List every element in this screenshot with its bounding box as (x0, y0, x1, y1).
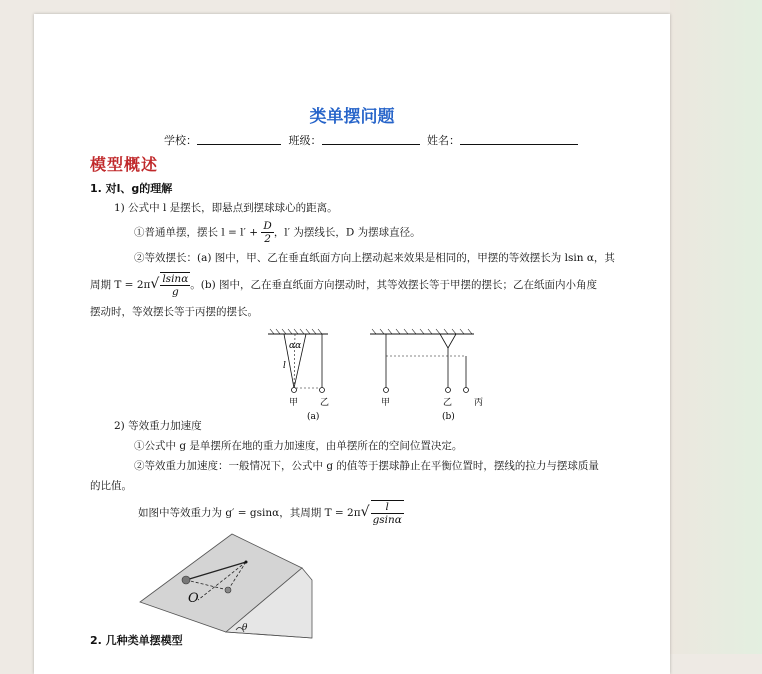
name-label: 姓名： (427, 134, 460, 147)
heading-2: 2. 几种类单摆模型 (90, 634, 183, 647)
fraction-l-over-gsin: $\frac{l}{gsin\alpha}$ (372, 501, 402, 526)
item-1a-post: ，l′ 为摆线长，D 为摆球直径。 (273, 226, 421, 239)
item-2: 2) 等效重力加速度 (114, 420, 202, 432)
fig-a-caption: (a) (307, 412, 320, 422)
item-1b-period-pre: 周期 T = 2π (90, 279, 151, 291)
document-page (34, 14, 670, 674)
doc-title: 类单摆问题 (309, 107, 395, 127)
fig-a-l: l (283, 361, 286, 371)
fig-c-theta: θ (242, 623, 248, 633)
item-1b-post: 。(b) 图中，乙在垂直纸面方向摆动时，其等效摆长等于甲摆的摆长；乙在纸面内小角度 (190, 279, 598, 291)
figure-a (264, 326, 364, 422)
fig-a-yi: 乙 (320, 398, 330, 408)
school-blank[interactable] (197, 133, 281, 145)
item-1b-line2: 周期 T = 2π√ $\frac{lsin\alpha}{g}$ 。(b) 图中，乙在垂直纸面方向摆动时，其等效摆长等于甲摆的摆长；乙在纸面内小角度 (90, 273, 598, 298)
fig-a-jia: 甲 (289, 398, 299, 408)
item-2a: ①公式中 g 是单摆所在地的重力加速度，由单摆所在的空间位置决定。 (134, 440, 463, 452)
class-blank[interactable] (322, 133, 420, 145)
figure-b (366, 326, 484, 422)
figure-incline (136, 528, 318, 640)
fig-b-bing: 丙 (474, 398, 484, 408)
name-blank[interactable] (460, 133, 578, 145)
fig-b-jia: 甲 (381, 398, 391, 408)
item-1a (134, 220, 421, 245)
fraction-lsin-over-g: $\frac{lsin\alpha}{g}$ (162, 273, 189, 298)
fig-c-o: O (188, 591, 199, 606)
item-2b-line2: 的比值。 (90, 480, 132, 492)
heading-1: 1. 对l、g的理解 (90, 182, 173, 195)
item-2b-line1: ②等效重力加速度：一般情况下，公式中 g 的值等于摆球静止在平衡位置时，摆线的拉力与摆球质量 (134, 460, 599, 472)
school-label: 学校： (164, 134, 197, 147)
fig-a-alpha: αα (289, 341, 302, 351)
fig-b-caption: (b) (442, 412, 455, 422)
item-1: 1) 公式中 l 是摆长，即悬点到摆球球心的距离。 (114, 202, 338, 214)
class-label: 班级： (288, 134, 322, 147)
background-right (670, 0, 762, 654)
item-2c: 如图中等效重力为 g′ = gsinα，其周期 T = 2π√ $\frac{l}{gsin\alpha}$ (138, 501, 402, 526)
item-2c-pre: 如图中等效重力为 g′ = gsinα，其周期 T = 2π (138, 507, 361, 519)
section-title: 模型概述 (90, 155, 159, 174)
fig-b-yi: 乙 (443, 398, 453, 408)
fraction-d-over-2: $\frac{D}{2}$ (263, 220, 272, 245)
student-info-line (164, 132, 582, 148)
item-1b-line1: ②等效摆长：(a) 图中，甲、乙在垂直纸面方向上摆动起来效果是相同的，甲摆的等效摆长为 lsin α，其 (134, 252, 615, 264)
item-1b-line3: 摆动时，等效摆长等于丙摆的摆长。 (90, 306, 258, 318)
item-1a-pre: ①普通单摆，摆长 l = l′ + (134, 226, 259, 239)
